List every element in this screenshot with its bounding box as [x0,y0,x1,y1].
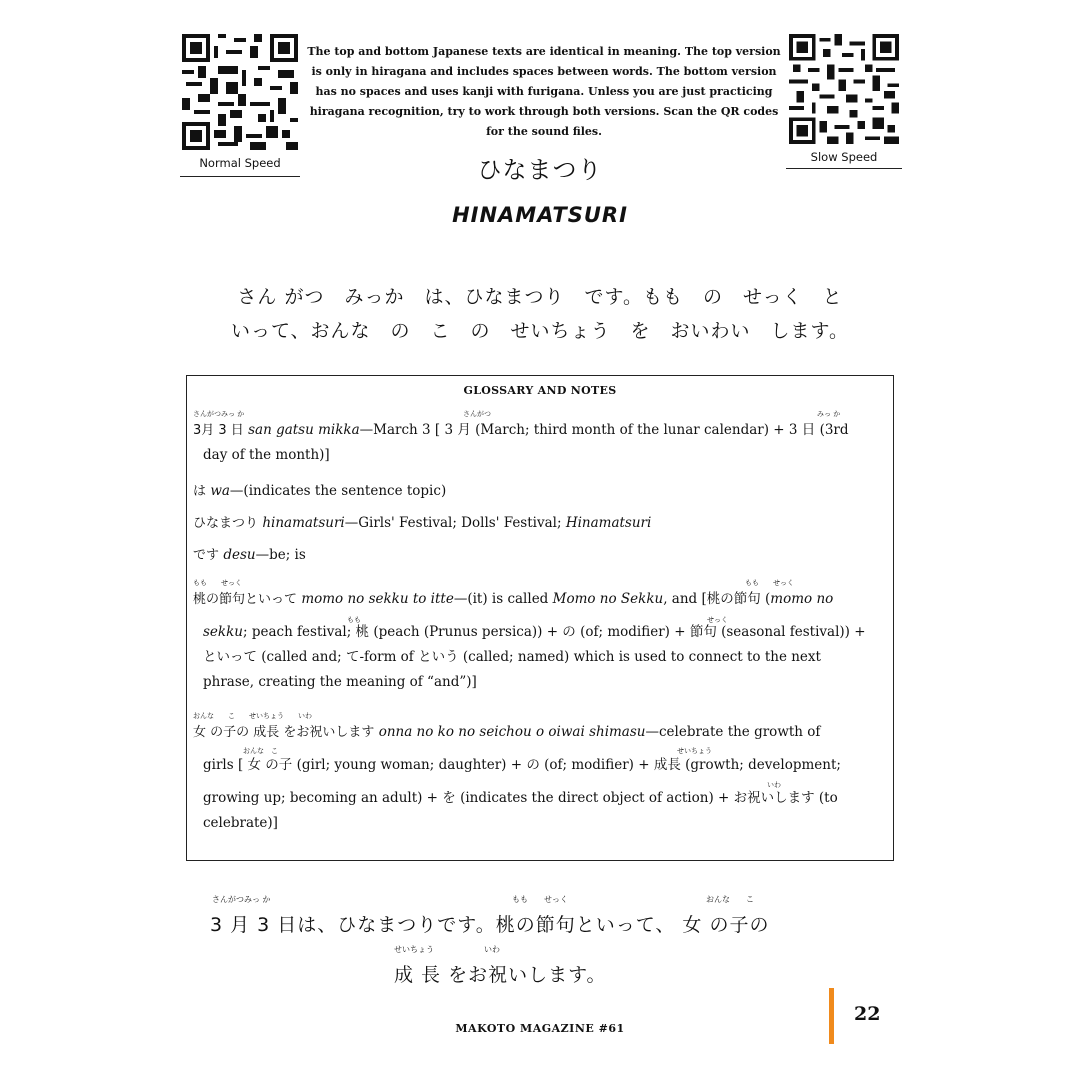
entry-japanese: 女 の子の 成長 をお祝いします [193,725,375,740]
entry-romaji: san gatsu mikka [248,422,360,438]
entry-definition: —March 3 [ 3 月 (March; third month of the lunar calendar) + 3 日 (3rd [359,422,849,438]
qr-code-slow-graphic [788,34,900,144]
entry-definition-italic: momo no [770,591,834,607]
qr-caption-normal: Normal Speed [199,156,281,170]
entry-definition: —be; is [255,547,306,563]
furigana: もも せっく [193,579,242,587]
glossary-entry [193,543,885,568]
furigana: せっく [707,616,728,624]
entry-definition: —(it) is called [453,591,549,607]
entry-japanese: は [193,484,207,499]
entry-definition-italic: sekku [203,624,243,640]
intro-paragraph: The top and bottom Japanese texts are identical in meaning. The top version is only in hiragana and includes spaces between words. The bottom version has no spaces and uses kanji with furigana. Unless you are just practicing hiragana recognition, try to work through both versions. Scan the QR codes for the sound files. [307,45,781,138]
kanji-line-1: 3 月 3 日は、ひなまつりです。桃の節句といって、 女 の子の [210,914,770,936]
hiragana-line-2: いって、おんな の こ の せいちょう を おいわい します。 [230,320,850,342]
furigana: おんな こ [706,895,754,904]
hiragana-line-1: さん がつ みっか は、ひなまつり です。もも の せっく と [237,286,843,308]
qr-code-slow-speed[interactable] [788,34,900,144]
qr-code-normal-speed[interactable] [182,34,298,150]
furigana: みっ か [817,410,841,418]
kanji-line-2: 成 長 をお祝いします。 [394,964,607,986]
entry-definition-cont: girls [ 女 の子 (girl; young woman; daughter) + の (of; modifier) + 成長 (growth; development; [203,757,841,773]
glossary-entry [193,418,885,468]
furigana: もも [347,616,361,624]
glossary-entry [193,511,885,536]
entry-definition-cont [193,620,885,645]
glossary-entry [193,720,885,836]
entry-japanese: ひなまつり [193,516,259,531]
furigana: おんな こ [243,747,278,755]
entry-definition-cont: growing up; becoming an adult) + を (indicates the direct object of action) + お祝いします (to [203,790,838,806]
footer-magazine: MAKOTO MAGAZINE #61 [455,1022,625,1035]
entry-definition-italic: Hinamatsuri [565,515,652,531]
entry-romaji: wa [210,483,230,499]
furigana: さんがつみっ か [212,895,271,904]
furigana: もも せっく [512,895,568,904]
page-accent-bar [829,988,834,1044]
glossary-entry [193,479,885,504]
furigana: おんな こ せいちょう いわ [193,712,312,720]
furigana: いわ [767,781,781,789]
entry-definition-cont: celebrate)] [203,815,278,831]
entry-romaji: onna no ko no seichou o oiwai shimasu [378,724,646,740]
furigana: もも せっく [745,579,794,587]
qr-caption-slow: Slow Speed [810,150,878,164]
entry-japanese: 3月 3 日 [193,423,244,438]
glossary-heading: GLOSSARY AND NOTES [463,384,617,397]
title-english: HINAMATSURI [452,203,628,227]
entry-romaji: momo no sekku to itte [301,591,454,607]
glossary-box [186,375,894,861]
furigana: せいちょう [394,945,434,954]
page-number: 22 [854,1003,881,1025]
title-japanese: ひなまつり [477,156,603,184]
entry-romaji: hinamatsuri [262,515,345,531]
entry-definition-italic: Momo no Sekku [552,591,664,607]
entry-definition-cont: day of the month)] [203,447,330,463]
entry-japanese: 桃の節句といって [193,592,298,607]
furigana: さんがつ [463,410,491,418]
entry-definition: ; peach festival; 桃 (peach (Prunus persica)) + の (of; modifier) + 節句 (seasonal festival)) + [242,624,866,640]
entry-definition: —(indicates the sentence topic) [229,483,447,499]
entry-definition-cont: phrase, creating the meaning of “and”)] [203,674,477,690]
entry-japanese: です [193,548,220,563]
furigana: いわ [484,945,500,954]
entry-definition: —celebrate the growth of [645,724,821,740]
glossary-entry [193,587,885,695]
qr-code-normal-graphic [182,34,298,150]
furigana: せいちょう [677,747,712,755]
entry-romaji: desu [223,547,256,563]
furigana: さんがつみっ か [193,410,245,418]
entry-definition: , and [桃の節句 ( [663,591,771,607]
entry-definition: —Girls' Festival; Dolls' Festival; [344,515,562,531]
entry-definition-cont: といって (called and; て-form of という (called; named) which is used to connect to the next [203,649,821,665]
